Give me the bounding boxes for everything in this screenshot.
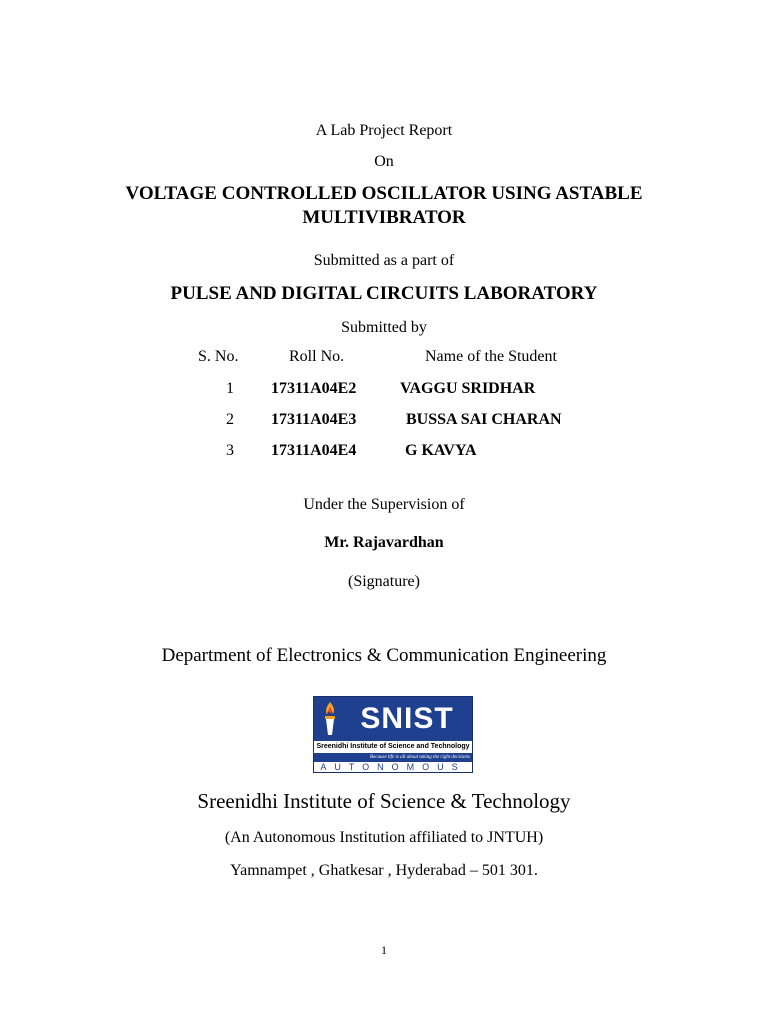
logo-full-name: Sreenidhi Institute of Science and Technology (314, 741, 472, 753)
logo-tagline: Because life is all about taking the right decisions (370, 755, 470, 760)
row-roll: 17311A04E3 (271, 411, 357, 428)
report-on: On (374, 153, 394, 170)
table-row (0, 380, 768, 402)
institute-affiliation: (An Autonomous Institution affiliated to JNTUH) (224, 829, 544, 846)
supervision-label: Under the Supervision of (303, 496, 465, 513)
row-roll: 17311A04E4 (271, 442, 357, 459)
row-sno: 2 (226, 411, 234, 428)
logo-wordmark: SNIST (360, 702, 454, 735)
submitted-by: Submitted by (341, 319, 427, 336)
logo-autonomous: AUTONOMOUS (314, 762, 472, 772)
row-sno: 3 (226, 442, 234, 459)
table-row (0, 442, 768, 464)
row-name: VAGGU SRIDHAR (400, 380, 536, 397)
report-type: A Lab Project Report (315, 122, 453, 139)
submitted-part: Submitted as a part of (313, 252, 455, 269)
supervisor-name: Mr. Rajavardhan (324, 534, 444, 551)
table-header (0, 348, 768, 370)
project-title-line2: MULTIVIBRATOR (302, 207, 466, 228)
row-sno: 1 (226, 380, 234, 397)
row-roll: 17311A04E2 (271, 380, 357, 397)
signature-placeholder: (Signature) (348, 573, 420, 590)
page-number: 1 (381, 943, 387, 957)
lab-name: PULSE AND DIGITAL CIRCUITS LABORATORY (170, 283, 598, 304)
header-roll: Roll No. (289, 348, 345, 365)
header-name: Name of the Student (425, 348, 557, 365)
table-row (0, 411, 768, 433)
row-name: BUSSA SAI CHARAN (406, 411, 562, 428)
snist-logo (313, 696, 473, 773)
logo-top-band (314, 697, 472, 741)
row-name: G KAVYA (405, 442, 477, 459)
institute-address: Yamnampet , Ghatkesar , Hyderabad – 501 301. (230, 862, 538, 879)
department-name: Department of Electronics & Communication Engineering (161, 645, 607, 666)
institute-name: Sreenidhi Institute of Science & Technology (197, 789, 571, 813)
torch-icon (320, 701, 340, 737)
project-title-line1: VOLTAGE CONTROLLED OSCILLATOR USING ASTABLE (125, 183, 643, 204)
header-sno: S. No. (198, 348, 239, 365)
